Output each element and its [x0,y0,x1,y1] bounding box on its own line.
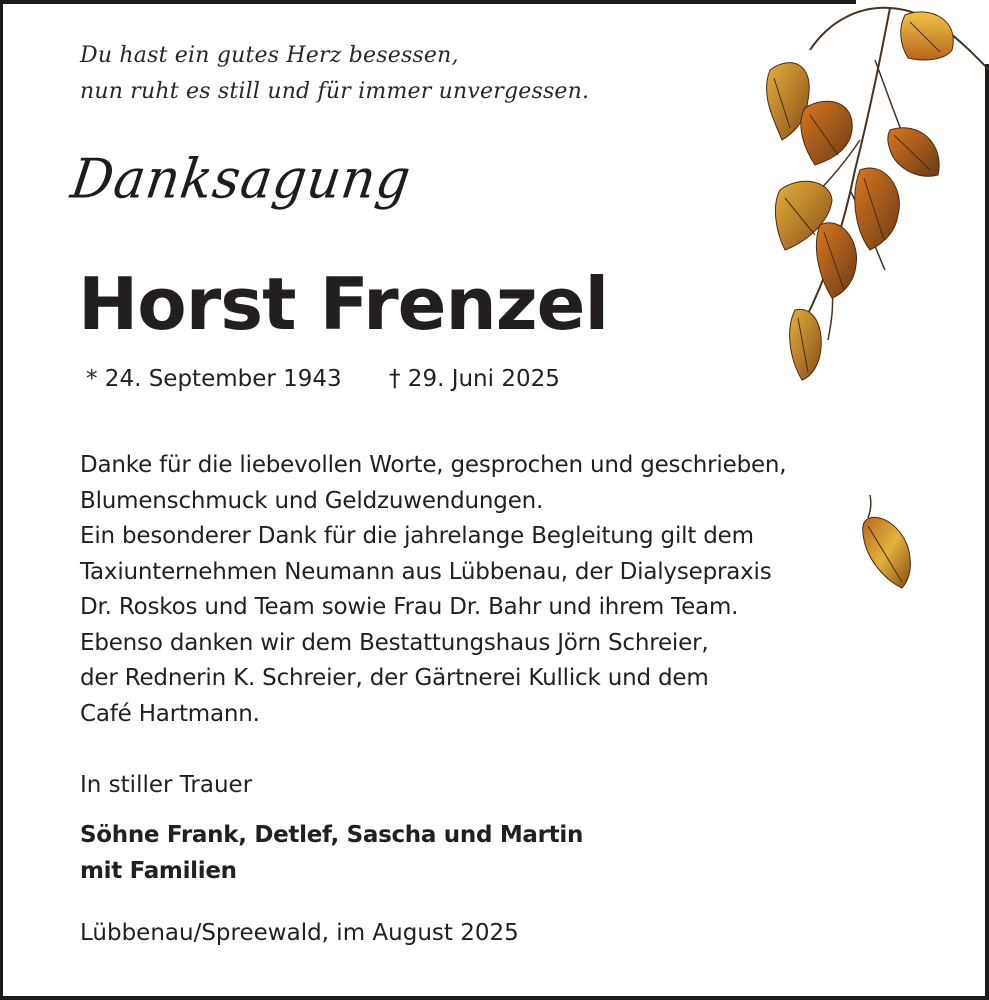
death-date: † 29. Juni 2025 [389,366,560,392]
thanks-line: Taxiunternehmen Neumann aus Lübbenau, der Dialysepraxis [80,558,772,585]
family-line-1: Söhne Frank, Detlef, Sascha und Martin [80,822,584,848]
verse-line-1: Du hast ein gutes Herz besessen, [80,43,459,68]
verse [80,38,589,110]
thanks-line: Ebenso danken wir dem Bestattungshaus Jörn Schreier, [80,629,709,656]
family-signature [80,817,583,889]
thanks-text [80,448,786,732]
deceased-name: Horst Frenzel [78,262,609,346]
thanks-line: der Rednerin K. Schreier, der Gärtnerei Kullick und dem [80,665,709,691]
thanks-line: Ein besonderer Dank für die jahrelange Begleitung gilt dem [80,523,754,549]
verse-line-2: nun ruht es still und für immer unvergessen. [80,79,590,104]
family-line-2: mit Familien [80,858,237,884]
thanks-line: Blumenschmuck und Geldzuwendungen. [80,487,544,514]
heading-danksagung: Danksagung [67,148,415,211]
birth-date: * 24. September 1943 [86,366,342,392]
falling-leaf-icon [850,490,920,590]
autumn-leaves-branch-icon [760,0,989,390]
thanks-line: Danke für die liebevollen Worte, gesprochen und geschrieben, [80,452,787,478]
thanks-line: Dr. Roskos und Team sowie Frau Dr. Bahr und ihrem Team. [80,594,739,620]
thanks-line: Café Hartmann. [80,700,260,727]
life-dates [86,366,560,392]
place-date: Lübbenau/Spreewald, im August 2025 [80,920,519,946]
mourning-label: In stiller Trauer [80,772,253,798]
